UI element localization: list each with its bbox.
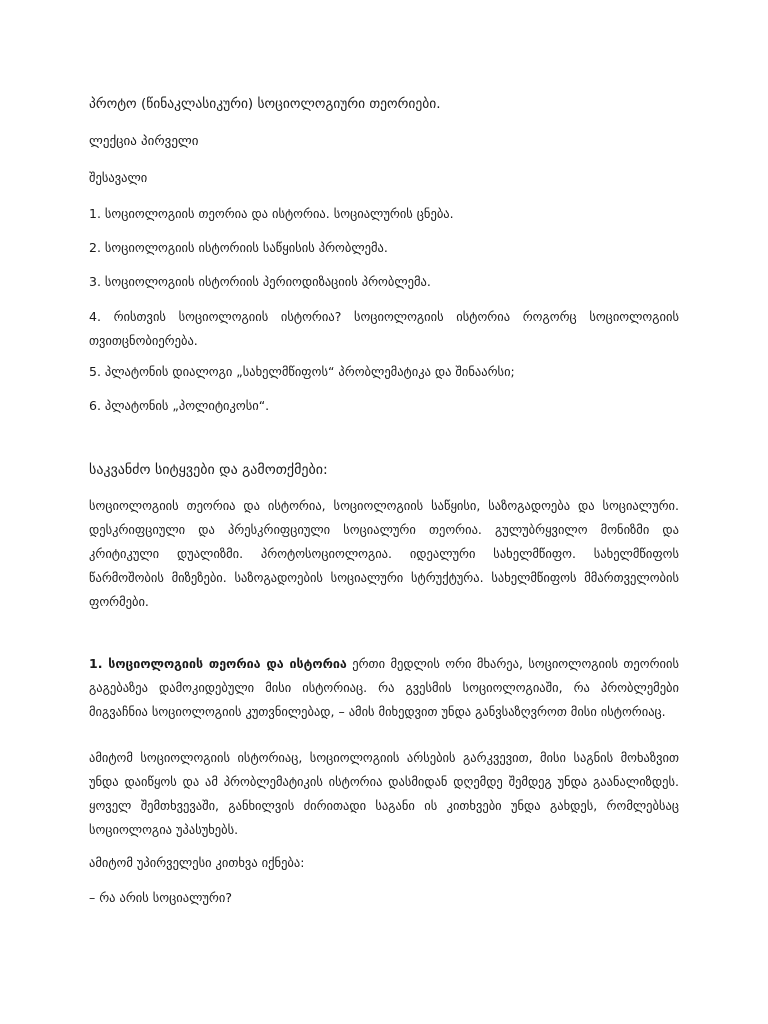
outline-item-6: 6. პლატონის „პოლიტიკოსი“. <box>89 398 270 413</box>
section-3-paragraph: ამიტომ უპირველესი კითხვა იქნება: <box>89 855 305 870</box>
outline-item-5: 5. პლატონის დიალოგი „სახელმწიფოს“ პრობლემატიკა და შინაარსი; <box>89 364 515 379</box>
outline-item-1: 1. სოციოლოგიის თეორია და ისტორია. სოციალურის ცნება. <box>89 206 454 221</box>
lecture-label: ლექცია პირველი <box>89 134 199 149</box>
section-1-paragraph <box>89 652 679 724</box>
section-1-heading: 1. სოციოლოგიის თეორია და ისტორია <box>89 656 347 671</box>
keywords-heading: საკვანძო სიტყვები და გამოთქმები: <box>89 462 328 478</box>
section-2-paragraph: ამიტომ სოციოლოგიის ისტორიაც, სოციოლოგიის არსების გარკვევით, მისი საგნის მოხაზვით უნდა დაიწყოს და ამ პრობლემატიკის ისტორია დასმიდან დღემდე შემდეგ უნდა გაანალიზდეს. ყოველ შემთხვევაში, განხილვის ძირითადი საგანი ის კითხვები უნდა გახდეს, რომლებსაც სოციოლოგია უპასუხებს. <box>89 750 679 837</box>
document-title: პროტო (წინაკლასიკური) სოციოლოგიური თეორიები. <box>89 96 441 112</box>
outline-item-2: 2. სოციოლოგიის ისტორიის საწყისის პრობლემა. <box>89 240 388 255</box>
outline-item-4: 4. რისთვის სოციოლოგიის ისტორია? სოციოლოგიის ისტორია როგორც სოციოლოგიის თვითცნობიერება. <box>89 309 679 348</box>
outline-item-3: 3. სოციოლოგიის ისტორიის პერიოდიზაციის პრობლემა. <box>89 274 431 289</box>
keywords-paragraph: სოციოლოგიის თეორია და ისტორია, სოციოლოგიის საწყისი, საზოგადოება და სოციალური. დესკრიფციული და პრესკრიფციული სოციალური თეორია. გულუბრყვილო მონიზმი და კრიტიკული დუალიზმი. პროტოსოციოლოგია. იდეალური სახელმწიფო. სახელმწიფოს წარმოშობის მიზეზები. საზოგადოების სოციალური სტრუქტურა. სახელმწიფოს მმართველობის ფორმები. <box>89 498 679 609</box>
question-line: – რა არის სოციალური? <box>89 890 232 905</box>
section-1-text: ერთი მედლის ორი მხარეა, სოციოლოგიის თეორიის გაგებაზეა დამოკიდებული მისი ისტორიაც. რა გვესმის სოციოლოგიაში, რა პრობლემები მიგვაჩნია სოციოლოგიის კუთვნილებად, – ამის მიხედვით უნდა განვსაზღვროთ მისი ისტორიაც. <box>89 656 680 719</box>
intro-label: შესავალი <box>89 170 148 185</box>
